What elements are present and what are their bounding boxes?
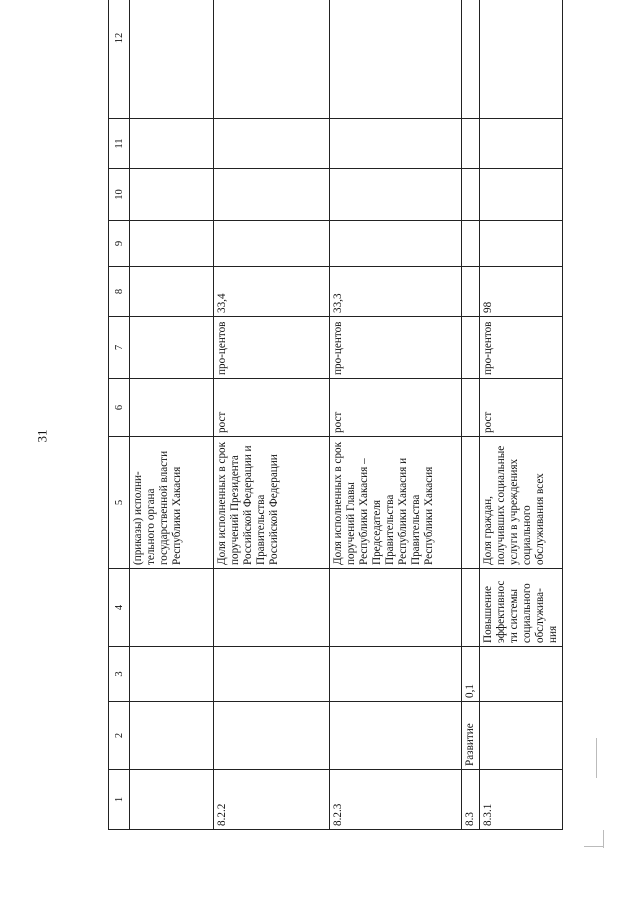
table-row: [130, 0, 214, 830]
col-header: 7: [109, 317, 130, 379]
col-header: 9: [109, 221, 130, 267]
col-header: 11: [109, 119, 130, 169]
cell: [462, 221, 480, 267]
table-row: [330, 0, 462, 830]
cell: [462, 169, 480, 221]
cell: [330, 702, 462, 770]
cell: [480, 647, 563, 702]
cell: Доля граждан, получивших социальные услуги в учреждениях социального обслуживания всех: [480, 437, 563, 569]
cell: [462, 0, 480, 119]
cell: [130, 317, 214, 379]
cell: [130, 379, 214, 437]
cell: [130, 169, 214, 221]
cell: [462, 379, 480, 437]
cell: 33,3: [330, 267, 462, 317]
col-header: 3: [109, 647, 130, 702]
table-row: [214, 0, 330, 830]
cell: [480, 221, 563, 267]
cell: [330, 0, 462, 119]
indicators-table: [108, 0, 563, 830]
cell: [462, 267, 480, 317]
cell: Доля исполненных в срок поручений Главы Республики Хакасия – Председателя Правительства Республики Хакасия и Правительства Республики Хакасия: [330, 437, 462, 569]
col-header: 2: [109, 702, 130, 770]
cell: [330, 119, 462, 169]
cell: [462, 119, 480, 169]
cell: [130, 119, 214, 169]
col-header: 4: [109, 569, 130, 647]
cell: [330, 169, 462, 221]
cell: [214, 702, 330, 770]
cell: 8.3.1: [480, 770, 563, 830]
header-row: [109, 0, 130, 830]
col-header: 10: [109, 169, 130, 221]
page-number: 31: [34, 429, 50, 443]
cell: [214, 569, 330, 647]
cell: [462, 317, 480, 379]
table-row: [462, 0, 480, 830]
col-header: 12: [109, 0, 130, 119]
cell: про-центов: [480, 317, 563, 379]
cell: [214, 169, 330, 221]
col-header: 6: [109, 379, 130, 437]
cell: [330, 647, 462, 702]
cell: [480, 0, 563, 119]
cell: 8.2.3: [330, 770, 462, 830]
cell: [214, 221, 330, 267]
cell: [480, 169, 563, 221]
cell: [130, 0, 214, 119]
col-header: 5: [109, 437, 130, 569]
rotated-table-wrapper: [108, 32, 559, 830]
cell: 8.2.2: [214, 770, 330, 830]
cell: рост: [214, 379, 330, 437]
col-header: 8: [109, 267, 130, 317]
scan-artifact: [584, 846, 604, 847]
cell: [130, 267, 214, 317]
cell: [330, 221, 462, 267]
cell: (приказы) исполни-тельного органа государственной власти Республики Хакасия: [130, 437, 214, 569]
cell: рост: [330, 379, 462, 437]
cell: 0,1: [462, 647, 480, 702]
cell: [214, 0, 330, 119]
cell: [462, 437, 480, 569]
cell: [130, 569, 214, 647]
cell: 8.3: [462, 770, 480, 830]
cell: [130, 647, 214, 702]
cell: 33,4: [214, 267, 330, 317]
cell: [480, 119, 563, 169]
cell: рост: [480, 379, 563, 437]
cell: про-центов: [214, 317, 330, 379]
cell: [130, 221, 214, 267]
scan-artifact: [596, 738, 597, 778]
cell: Развитие: [462, 702, 480, 770]
cell: [130, 702, 214, 770]
table-row: [480, 0, 563, 830]
cell: [462, 569, 480, 647]
cell: [480, 702, 563, 770]
cell: 98: [480, 267, 563, 317]
cell: Доля исполненных в срок поручений Президента Российской Федерации и Правительства Российской Федерации: [214, 437, 330, 569]
cell: [214, 647, 330, 702]
cell: [130, 770, 214, 830]
cell: про-центов: [330, 317, 462, 379]
cell: [214, 119, 330, 169]
col-header: 1: [109, 770, 130, 830]
cell: Повышение эффективнос ти системы социального обслужива-ния: [480, 569, 563, 647]
cell: [330, 569, 462, 647]
